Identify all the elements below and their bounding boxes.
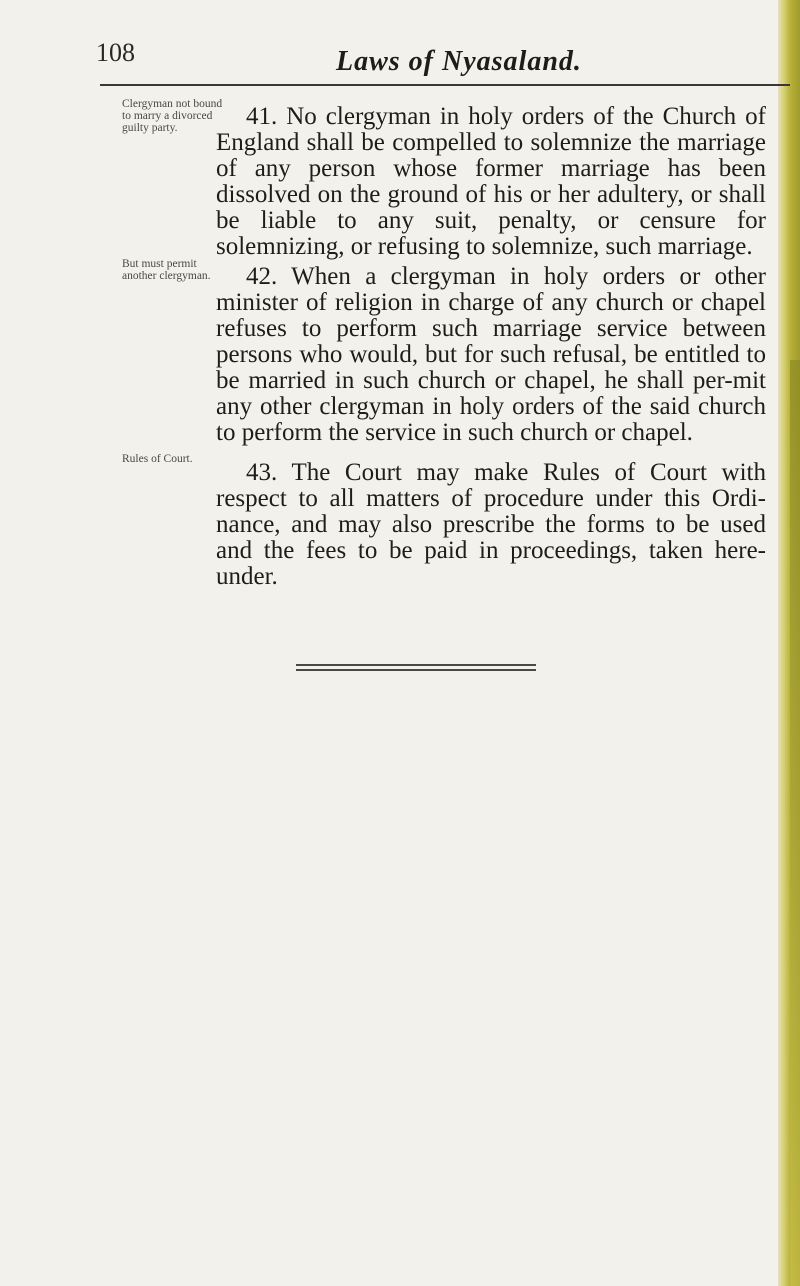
section-number: 43. (246, 459, 278, 486)
running-title: Laws of Nyasaland. (336, 46, 582, 77)
section-43 (216, 460, 766, 590)
footer-rule-bottom (296, 669, 536, 671)
page-number: 108 (96, 38, 135, 67)
header-rule (100, 84, 790, 86)
section-number: 41. (246, 103, 278, 130)
section-41 (216, 104, 766, 260)
section-text: When a clergyman in holy orders or other minister of religion in charge of any church or chapel refuses to perform such marriage service between persons who would, but for such refusal, be entitled to be married in such church or chapel, he shall per-mit any other clergyman in holy orders of the said church to perform the service in such church or chapel. (216, 263, 766, 446)
margin-note-section-42: But must permit another clergyman. (122, 258, 211, 282)
section-number: 42. (246, 263, 278, 290)
margin-note-section-43: Rules of Court. (122, 453, 193, 465)
margin-note-section-41: Clergyman not bound to marry a divorced guilty party. (122, 98, 223, 134)
section-text: No clergyman in holy orders of the Church of England shall be compelled to solemnize the marriage of any person whose former marriage has been dissolved on the ground of his or her adultery, or shall be liable to any suit, penalty, or censure for solemnizing, or refusing to solemnize, such marriage. (216, 103, 766, 260)
section-text: The Court may make Rules of Court with respect to all matters of procedure under this Ordi-nance, and may also prescribe the forms to be used and the fees to be paid in proceedings, taken here-under. (216, 459, 766, 590)
page-edge-stain (790, 360, 800, 1286)
section-42 (216, 264, 766, 446)
footer-rule-top (296, 664, 536, 666)
